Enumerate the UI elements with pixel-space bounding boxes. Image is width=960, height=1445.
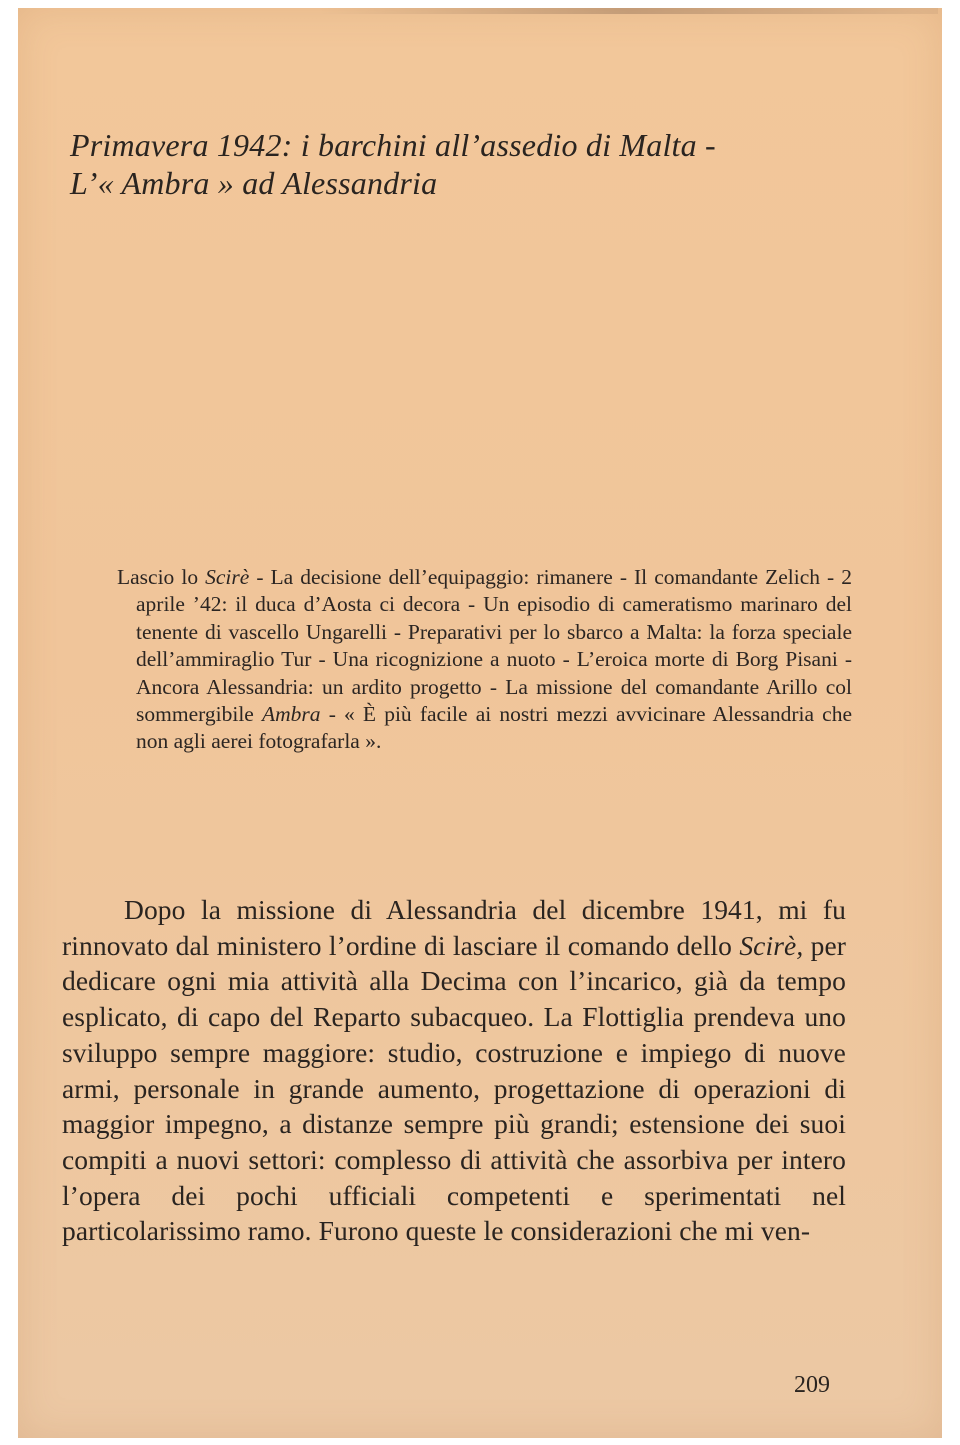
page-number: 209 bbox=[794, 1372, 830, 1398]
chapter-summary bbox=[117, 564, 852, 756]
body-text: per dedicare ogni mia attività alla Decima con l’incarico, già da tempo esplicato, di capo del Reparto subacqueo. La Flottiglia prendeva uno sviluppo sempre maggiore: studio, costruzione e impiego di nuove armi, personale in grande aumento, progettazione di operazioni di maggior impegno, a distanze sempre più grandi; estensione dei suoi compiti a nuovi settori: complesso di attività che assorbiva per intero l’opera dei pochi ufficiali competenti e sperimentati nel particolarissimo ramo. Furono queste le considerazioni che mi ven- bbox=[62, 929, 847, 1247]
summary-text: - La decisione dell’equipaggio: rimanere - Il comandante Zelich - 2 aprile ’42: il duca d’Aosta ci decora - Un episodio di cameratismo marinaro del tenente di vascello Ungarelli - Preparativi per lo sbarco a Malta: la forza speciale dell’ammiraglio Tur - Una ricognizione a nuoto - L’eroica morte di Borg Pisani - Ancora Alessandria: un ardito progetto - La missione del comandante Arillo col sommergibile bbox=[136, 565, 852, 727]
summary-text: - « È più facile ai nostri mezzi avvicinare Alessandria che non agli aerei fotografarla ». bbox=[136, 702, 852, 754]
chapter-title-line-1: Primavera 1942: i barchini all’assedio di Malta - bbox=[70, 127, 716, 163]
body-italic-scire: Scirè, bbox=[739, 929, 804, 961]
summary-italic-scire: Scirè bbox=[205, 565, 250, 589]
scan-edge-shadow bbox=[318, 8, 938, 14]
summary-text: Lascio lo bbox=[117, 565, 206, 589]
body-paragraph bbox=[62, 892, 846, 1249]
chapter-title-line-2: L’« Ambra » ad Alessandria bbox=[70, 165, 438, 201]
body-text: Dopo la missione di Alessandria del dicembre 1941, mi fu rinnovato dal ministero l’ordine di lasciare il comando dello bbox=[62, 894, 846, 961]
chapter-title bbox=[70, 126, 850, 202]
summary-italic-ambra: Ambra bbox=[262, 702, 321, 727]
